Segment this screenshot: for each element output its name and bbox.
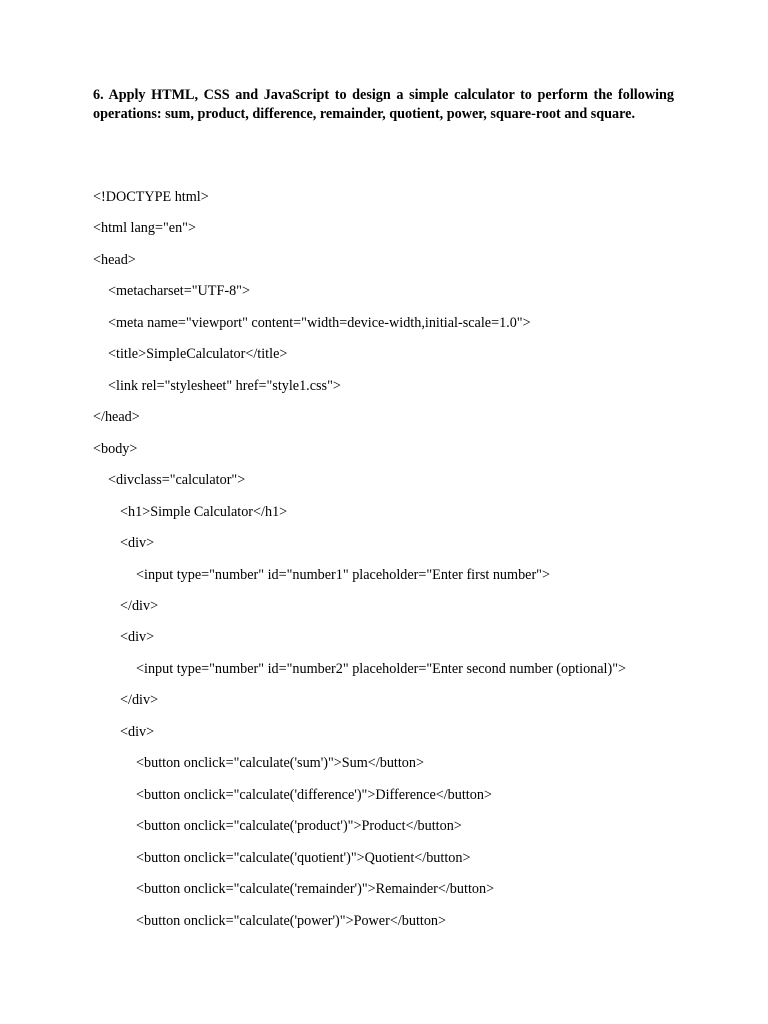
code-line-button-remainder: <button onclick="calculate('remainder')">Remainder</button>	[136, 881, 495, 897]
code-line-head-open: <head>	[93, 252, 136, 268]
code-line-meta-charset: <metacharset="UTF-8">	[108, 283, 250, 299]
code-line-body-open: <body>	[93, 441, 138, 457]
code-line-div-close-2: </div>	[120, 692, 159, 708]
code-line-calculator-div: <divclass="calculator">	[108, 472, 246, 488]
code-line-meta-viewport: <meta name="viewport" content="width=device-width,initial-scale=1.0">	[108, 315, 531, 331]
code-line-html-open: <html lang="en">	[93, 220, 196, 236]
question-text: 6. Apply HTML, CSS and JavaScript to design a simple calculator to perform the following operations: sum, product, difference, remainder, quotient, power, square-root and square.	[93, 87, 674, 122]
code-line-button-sum: <button onclick="calculate('sum')">Sum</button>	[136, 755, 424, 771]
code-line-doctype: <!DOCTYPE html>	[93, 189, 209, 205]
code-line-div-open-1: <div>	[120, 535, 155, 551]
code-line-div-close-1: </div>	[120, 598, 159, 614]
code-line-h1: <h1>Simple Calculator</h1>	[120, 504, 288, 520]
code-line-link: <link rel="stylesheet" href="style1.css">	[108, 378, 341, 394]
code-line-button-power: <button onclick="calculate('power')">Power</button>	[136, 913, 447, 929]
code-line-title: <title>SimpleCalculator</title>	[108, 346, 288, 362]
code-line-button-product: <button onclick="calculate('product')">Product</button>	[136, 818, 462, 834]
code-line-div-open-3: <div>	[120, 724, 155, 740]
code-line-input-number2: <input type="number" id="number2" placeholder="Enter second number (optional)">	[136, 661, 627, 677]
code-line-button-quotient: <button onclick="calculate('quotient')">Quotient</button>	[136, 850, 471, 866]
code-line-input-number1: <input type="number" id="number1" placeholder="Enter first number">	[136, 567, 550, 583]
code-line-head-close: </head>	[93, 409, 140, 425]
code-line-button-difference: <button onclick="calculate('difference')">Difference</button>	[136, 787, 492, 803]
code-line-div-open-2: <div>	[120, 629, 155, 645]
